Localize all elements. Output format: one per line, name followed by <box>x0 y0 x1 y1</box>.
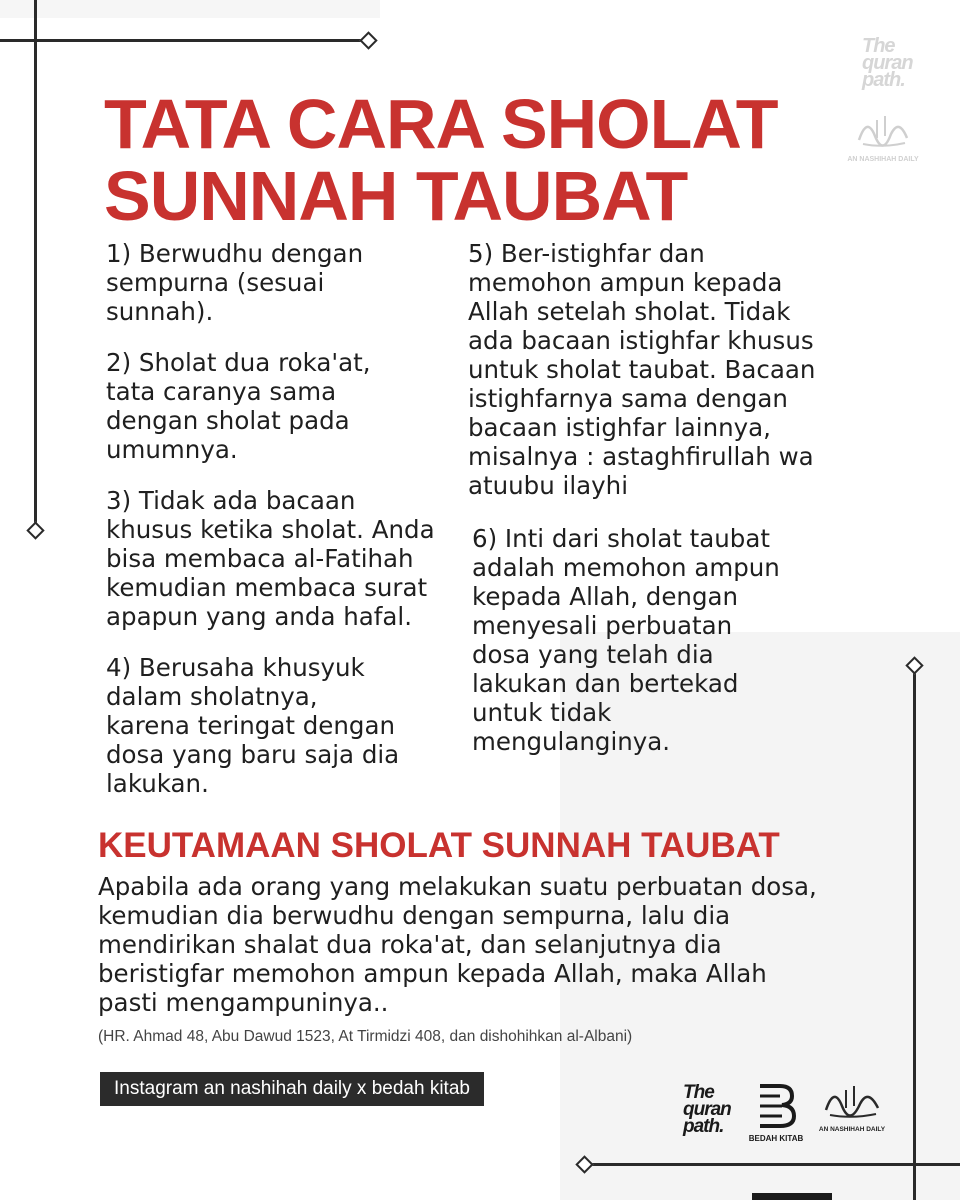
an-nashihah-caption: AN NASHIHAH DAILY <box>818 1126 886 1133</box>
virtue-body: Apabila ada orang yang melakukan suatu perbuatan dosa, kemudian dia berwudhu dengan sempurna, lalu dia mendirikan shalat dua roka'at, dan selanjutnya dia beristigfar memohon ampun kepada Allah, maka Allah pasti mengampuninya.. <box>98 872 817 1017</box>
hadith-source: (HR. Ahmad 48, Abu Dawud 1523, At Tirmidzi 408, dan dishohihkan al-Albani) <box>98 1028 633 1045</box>
step-1: 1) Berwudhu dengan sempurna (sesuai sunnah). <box>106 239 364 326</box>
top-strip <box>0 0 380 18</box>
step-2: 2) Sholat dua roka'at, tata caranya sama dengan sholat pada umumnya. <box>106 348 371 464</box>
virtue-heading: KEUTAMAAN SHOLAT SUNNAH TAUBAT <box>98 826 780 865</box>
an-nashihah-caption-top: AN NASHIHAH DAILY <box>847 156 919 163</box>
quran-path-logo: The quran path. <box>683 1082 731 1137</box>
frame-line-bottom <box>584 1163 960 1166</box>
frame-line-right <box>913 668 916 1200</box>
instagram-credit-bar: Instagram an nashihah daily x bedah kitab <box>100 1072 484 1106</box>
an-nashihah-logo-top <box>838 110 928 163</box>
corner-block <box>752 1193 832 1200</box>
step-5: 5) Ber-istighfar dan memohon ampun kepada Allah setelah sholat. Tidak ada bacaan istighfar khusus untuk sholat taubat. Bacaan istighfarnya sama dengan bacaan istighfar lainnya, misalnya : astaghfirullah wa atuubu ilayhi <box>468 239 816 500</box>
bedah-kitab-b-icon <box>754 1082 798 1128</box>
frame-line-left <box>34 0 37 530</box>
quran-path-logo-top: The quran path. <box>862 35 913 91</box>
title-line-1: TATA CARA SHOLAT <box>104 85 778 163</box>
step-6: 6) Inti dari sholat taubat adalah memohon ampun kepada Allah, dengan menyesali perbuatan dosa yang telah dia lakukan dan bertekad untuk tidak mengulanginya. <box>472 524 780 756</box>
arabic-calligraphy-icon <box>853 110 913 150</box>
bedah-kitab-logo <box>746 1082 806 1143</box>
an-nashihah-logo <box>812 1080 892 1133</box>
frame-diamond-top <box>359 31 377 49</box>
steps-left-column <box>106 239 456 798</box>
arabic-calligraphy-icon <box>820 1080 884 1120</box>
steps-right-column <box>468 239 833 756</box>
frame-line-top <box>0 39 368 42</box>
step-4: 4) Berusaha khusyuk dalam sholatnya, karena teringat dengan dosa yang baru saja dia lakukan. <box>106 653 400 798</box>
page-title <box>104 85 778 235</box>
title-line-2: SUNNAH TAUBAT <box>104 157 688 235</box>
frame-diamond-left <box>26 521 44 539</box>
bedah-kitab-caption: BEDAH KITAB <box>748 1134 804 1143</box>
step-3: 3) Tidak ada bacaan khusus ketika sholat. Anda bisa membaca al-Fatihah kemudian membaca surat apapun yang anda hafal. <box>106 486 435 631</box>
